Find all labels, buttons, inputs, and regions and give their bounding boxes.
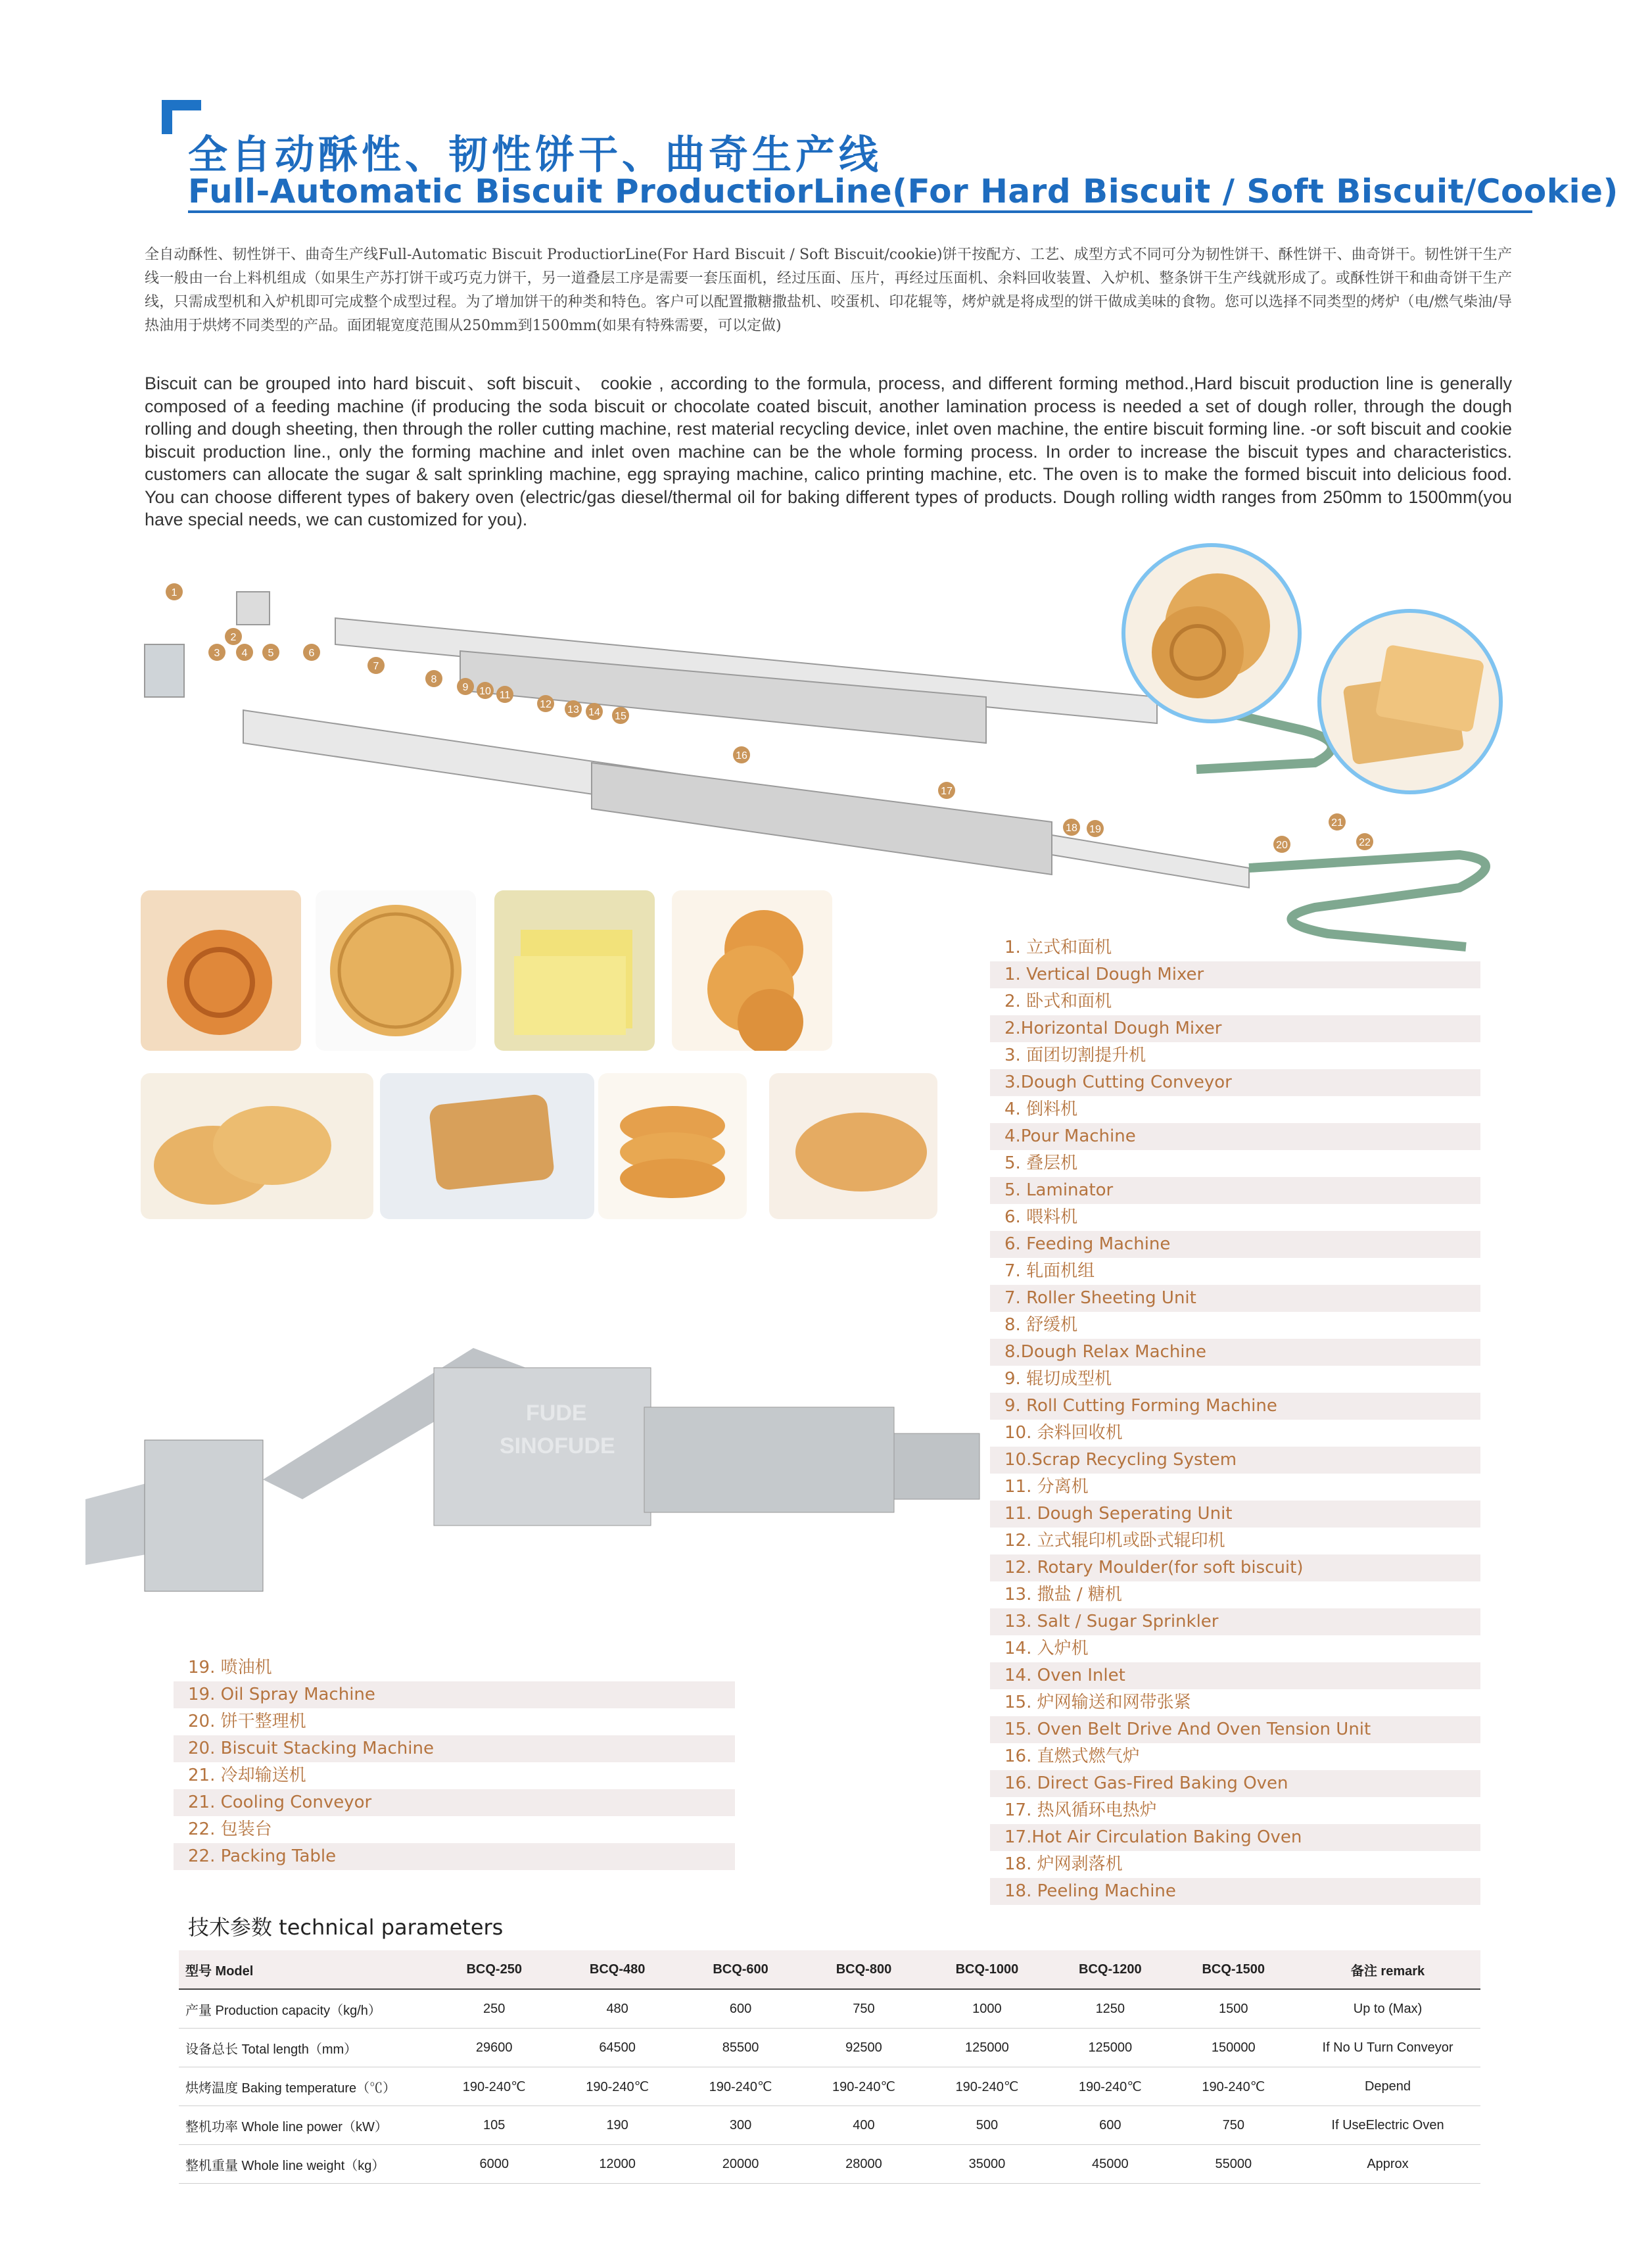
table-cell: 105 xyxy=(433,2106,555,2145)
table-cell: 250 xyxy=(433,1989,555,2029)
table-cell: 190-240℃ xyxy=(1049,2067,1171,2106)
table-cell: 480 xyxy=(555,1989,678,2029)
legend-item: 15. Oven Belt Drive And Oven Tension Unit xyxy=(990,1716,1480,1743)
table-cell: 125000 xyxy=(1049,2029,1171,2067)
diagram-number-22: 22 xyxy=(1359,837,1371,848)
machine-logo-text-1: FUDE xyxy=(526,1401,587,1426)
table-cell: 400 xyxy=(802,2106,925,2145)
product-photo-8 xyxy=(769,1073,937,1219)
diagram-number-3: 3 xyxy=(214,648,220,659)
table-row xyxy=(179,2106,1480,2145)
machine-line-photo xyxy=(66,1263,986,1631)
diagram-number-8: 8 xyxy=(431,674,437,685)
diagram-number-12: 12 xyxy=(540,699,552,710)
legend-item: 9. 辊切成型机 xyxy=(1004,1369,1112,1389)
legend-item: 19. 喷油机 xyxy=(188,1658,272,1677)
product-photo-5 xyxy=(141,1073,373,1219)
machine-logo-text-2: SINOFUDE xyxy=(500,1433,615,1458)
legend-item: 20. Biscuit Stacking Machine xyxy=(174,1735,735,1762)
table-cell: 600 xyxy=(679,1989,802,2029)
diagram-number-19: 19 xyxy=(1089,824,1101,835)
table-header-cell: BCQ-800 xyxy=(802,1950,925,1989)
table-cell: 190 xyxy=(555,2106,678,2145)
diagram-number-13: 13 xyxy=(567,704,579,715)
legend-item: 8.Dough Relax Machine xyxy=(990,1339,1480,1366)
legend-item: 12. 立式辊印机或卧式辊印机 xyxy=(1004,1531,1225,1551)
table-header-cell: BCQ-1000 xyxy=(926,1950,1049,1989)
legend-left xyxy=(174,1654,735,1870)
table-cell: 6000 xyxy=(433,2145,555,2184)
cracker-photo xyxy=(1317,609,1503,794)
legend-item: 18. Peeling Machine xyxy=(990,1878,1480,1905)
diagram-number-4: 4 xyxy=(241,648,248,659)
table-cell: 92500 xyxy=(802,2029,925,2067)
legend-item: 1. 立式和面机 xyxy=(1004,938,1112,957)
diagram-number-21: 21 xyxy=(1331,817,1343,829)
diagram-number-15: 15 xyxy=(615,711,626,722)
legend-item: 21. 冷却输送机 xyxy=(188,1766,306,1785)
legend-item: 18. 炉网剥落机 xyxy=(1004,1854,1123,1874)
table-cell: 整机重量 Whole line weight（kg） xyxy=(179,2145,433,2184)
table-cell: 20000 xyxy=(679,2145,802,2184)
product-photo-7 xyxy=(598,1073,747,1219)
legend-item: 5. Laminator xyxy=(990,1177,1480,1204)
legend-item: 3.Dough Cutting Conveyor xyxy=(990,1069,1480,1096)
table-cell: 产量 Production capacity（kg/h） xyxy=(179,1989,433,2029)
table-cell: 28000 xyxy=(802,2145,925,2184)
table-header-cell: BCQ-480 xyxy=(555,1950,678,1989)
legend-item: 4.Pour Machine xyxy=(990,1123,1480,1150)
table-header-cell: 备注 remark xyxy=(1295,1950,1480,1989)
table-cell: If UseElectric Oven xyxy=(1295,2106,1480,2145)
table-cell: 12000 xyxy=(555,2145,678,2184)
diagram-number-6: 6 xyxy=(308,648,315,659)
legend-item: 6. Feeding Machine xyxy=(990,1231,1480,1258)
legend-item: 13. Salt / Sugar Sprinkler xyxy=(990,1608,1480,1635)
table-header-row xyxy=(179,1950,1480,1989)
legend-item: 11. 分离机 xyxy=(1004,1477,1089,1497)
table-cell: 300 xyxy=(679,2106,802,2145)
table-cell: Depend xyxy=(1295,2067,1480,2106)
intro-paragraph-cn: 全自动酥性、韧性饼干、曲奇生产线Full-Automatic Biscuit ProductiorLine(For Hard Biscuit / Soft Biscuit/cookie)饼干按配方、工艺、成型方式不同可分为韧性饼干、酥性饼干、曲奇饼干。韧性饼干生产线一般由一台上料机组成（如果生产苏打饼干或巧克力饼干，另一道叠层工序是需要一套压面机，经过压面、压片，再经过压面机、余料回收装置、入炉机、整条饼干生产线就形成了。或酥性饼干和曲奇饼干生产线，只需成型机和入炉机即可完成整个成型过程。为了增加饼干的种类和特色。客户可以配置撒糖撒盐机、咬蛋机、印花辊等，烤炉就是将成型的饼干做成美味的食物。您可以选择不同类型的烤炉（电/燃气柴油/导热油用于烘烤不同类型的产品。面团辊宽度范围从250mm到1500mm(如果有特殊需要，可以定做) xyxy=(145,247,1512,334)
diagram-number-5: 5 xyxy=(268,648,274,659)
table-cell: Approx xyxy=(1295,2145,1480,2184)
product-photo-4 xyxy=(672,890,832,1051)
diagram-number-16: 16 xyxy=(736,750,747,761)
table-cell: 1500 xyxy=(1172,1989,1295,2029)
table-cell: 1250 xyxy=(1049,1989,1171,2029)
table-header-cell: BCQ-600 xyxy=(679,1950,802,1989)
legend-item: 14. 入炉机 xyxy=(1004,1639,1089,1658)
legend-item: 17.Hot Air Circulation Baking Oven xyxy=(990,1824,1480,1851)
legend-item: 19. Oil Spray Machine xyxy=(174,1681,735,1708)
table-cell: 190-240℃ xyxy=(1172,2067,1295,2106)
table-cell: Up to (Max) xyxy=(1295,1989,1480,2029)
legend-item: 8. 舒缓机 xyxy=(1004,1315,1078,1335)
title-underline xyxy=(188,210,1532,213)
diagram-number-7: 7 xyxy=(373,661,379,672)
intro-paragraph-en: Biscuit can be grouped into hard biscuit、soft biscuit、 cookie , according to the formula, process, and different forming method.,Hard biscuit production line is generally composed of a feeding machine (if producing the soda biscuit or chocolate coated biscuit, another lamination process is needed a set of dough roller, through the dough rolling and dough sheeting, then through the roller cutting machine, rest material recycling device, inlet oven machine, the entire biscuit forming line. -or soft biscuit and cookie biscuit production line., only the forming machine and inlet oven machine can be the whole forming process. In order to increase the biscuit types and characteristics. customers can allocate the sugar & salt sprinkling machine, egg spraying machine, calico printing machine, etc. The oven is to make the formed biscuit into delicious food. You can choose different types of bakery oven (electric/gas diesel/thermal oil for baking different types of products. Dough rolling width ranges from 250mm to 1500mm(you have special needs, we can customized for you). xyxy=(145,373,1512,529)
diagram-number-18: 18 xyxy=(1066,823,1077,834)
table-cell: 190-240℃ xyxy=(555,2067,678,2106)
table-cell: 45000 xyxy=(1049,2145,1171,2184)
legend-item: 13. 撒盐 / 糖机 xyxy=(1004,1585,1122,1604)
table-row xyxy=(179,2145,1480,2184)
table-cell: 整机功率 Whole line power（kW） xyxy=(179,2106,433,2145)
table-cell: 烘烤温度 Baking temperature（℃） xyxy=(179,2067,433,2106)
legend-item: 1. Vertical Dough Mixer xyxy=(990,961,1480,988)
table-cell: 55000 xyxy=(1172,2145,1295,2184)
table-header-cell: BCQ-1200 xyxy=(1049,1950,1171,1989)
legend-item: 7. 轧面机组 xyxy=(1004,1261,1095,1281)
legend-item: 11. Dough Seperating Unit xyxy=(990,1501,1480,1528)
legend-item: 3. 面团切割提升机 xyxy=(1004,1046,1146,1065)
diagram-number-1: 1 xyxy=(171,587,177,598)
legend-item: 17. 热风循环电热炉 xyxy=(1004,1800,1157,1820)
tech-params-title: 技术参数 technical parameters xyxy=(188,1915,504,1940)
table-header-cell: BCQ-1500 xyxy=(1172,1950,1295,1989)
diagram-number-17: 17 xyxy=(941,786,953,797)
table-cell: 750 xyxy=(802,1989,925,2029)
legend-item: 6. 喂料机 xyxy=(1004,1207,1078,1227)
table-cell: 64500 xyxy=(555,2029,678,2067)
legend-item: 14. Oven Inlet xyxy=(990,1662,1480,1689)
table-cell: 35000 xyxy=(926,2145,1049,2184)
product-photo-1 xyxy=(141,890,301,1051)
table-row xyxy=(179,1989,1480,2029)
page-title-en: Full-Automatic Biscuit ProductiorLine(For Hard Biscuit / Soft Biscuit/Cookie) xyxy=(188,172,1618,210)
legend-item: 5. 叠层机 xyxy=(1004,1153,1078,1173)
legend-item: 4. 倒料机 xyxy=(1004,1099,1078,1119)
tech-params-table xyxy=(179,1950,1480,2184)
table-row xyxy=(179,2067,1480,2106)
table-row xyxy=(179,2029,1480,2067)
legend-right xyxy=(990,934,1480,1905)
table-cell: 600 xyxy=(1049,2106,1171,2145)
legend-item: 10.Scrap Recycling System xyxy=(990,1447,1480,1474)
table-cell: 190-240℃ xyxy=(802,2067,925,2106)
diagram-number-14: 14 xyxy=(588,707,600,718)
table-cell: If No U Turn Conveyor xyxy=(1295,2029,1480,2067)
diagram-number-20: 20 xyxy=(1276,840,1288,851)
legend-item: 2.Horizontal Dough Mixer xyxy=(990,1015,1480,1042)
diagram-number-2: 2 xyxy=(230,632,237,643)
table-cell: 190-240℃ xyxy=(926,2067,1049,2106)
legend-item: 16. 直燃式燃气炉 xyxy=(1004,1746,1140,1766)
legend-item: 12. Rotary Moulder(for soft biscuit) xyxy=(990,1554,1480,1581)
table-cell: 750 xyxy=(1172,2106,1295,2145)
legend-item: 20. 饼干整理机 xyxy=(188,1712,306,1731)
diagram-number-10: 10 xyxy=(479,686,491,697)
table-cell: 190-240℃ xyxy=(433,2067,555,2106)
table-cell: 1000 xyxy=(926,1989,1049,2029)
page-title-cn: 全自动酥性、韧性饼干、曲奇生产线 xyxy=(188,132,882,178)
legend-item: 15. 炉网输送和网带张紧 xyxy=(1004,1693,1191,1712)
product-photo-3 xyxy=(494,890,655,1051)
product-photo-2 xyxy=(316,890,476,1051)
table-header-cell: BCQ-250 xyxy=(433,1950,555,1989)
legend-item: 7. Roller Sheeting Unit xyxy=(990,1285,1480,1312)
legend-item: 9. Roll Cutting Forming Machine xyxy=(990,1393,1480,1420)
legend-item: 2. 卧式和面机 xyxy=(1004,992,1112,1011)
table-cell: 150000 xyxy=(1172,2029,1295,2067)
round-biscuit-photo xyxy=(1121,543,1302,723)
legend-item: 22. 包装台 xyxy=(188,1819,272,1839)
table-header-cell: 型号 Model xyxy=(179,1950,433,1989)
product-photo-6 xyxy=(380,1073,594,1219)
table-cell: 85500 xyxy=(679,2029,802,2067)
diagram-number-9: 9 xyxy=(462,682,469,693)
legend-item: 10. 余料回收机 xyxy=(1004,1423,1123,1443)
legend-item: 21. Cooling Conveyor xyxy=(174,1789,735,1816)
legend-item: 22. Packing Table xyxy=(174,1843,735,1870)
table-cell: 190-240℃ xyxy=(679,2067,802,2106)
table-cell: 设备总长 Total length（mm） xyxy=(179,2029,433,2067)
legend-item: 16. Direct Gas-Fired Baking Oven xyxy=(990,1770,1480,1797)
table-cell: 29600 xyxy=(433,2029,555,2067)
diagram-number-11: 11 xyxy=(499,690,511,701)
table-cell: 500 xyxy=(926,2106,1049,2145)
table-cell: 125000 xyxy=(926,2029,1049,2067)
